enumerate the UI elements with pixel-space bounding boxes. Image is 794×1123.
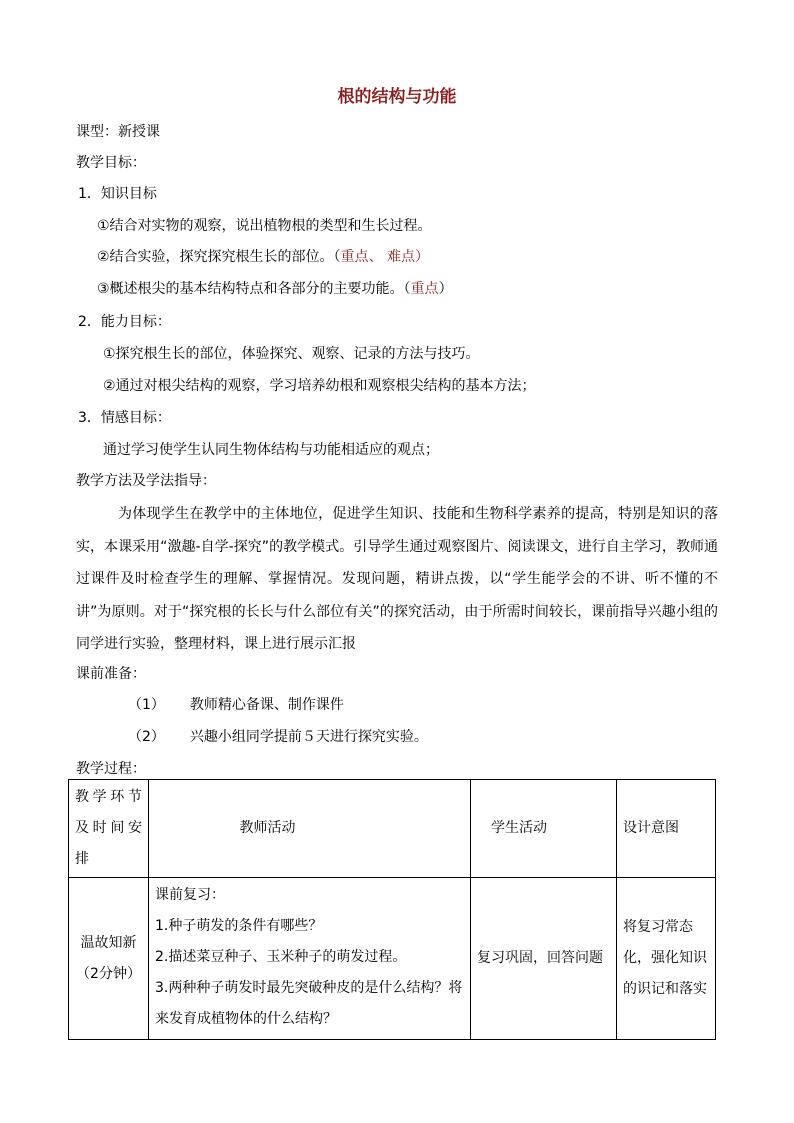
key-point-label: 重点 (340, 249, 369, 265)
knowledge-item-2 (97, 247, 429, 267)
knowledge-item-3-text: ③概述根尖的基本结构特点和各部分的主要功能。（ (97, 281, 411, 297)
course-type: 课型：新授课 (76, 124, 160, 140)
key-point-label: 重点 (410, 281, 439, 297)
methods-paragraph: 为体现学生在教学中的主体地位，促进学生知识、技能和生物科学素养的提高，特别是知识的落实，本课采用“激趣-自学-探究”的教学模式。引导学生通过观察图片、阅读课文，进行自主学习，教师通过课件及时检查学生的理解、掌握情况。发现问题，精讲点拨，以“学生能学会的不讲、听不懂的不讲”为原则。对于“探究根的长长与什么部位有关”的探究活动，由于所需时间较长，课前指导兴趣小组的同学进行实验，整理材料，课上进行展示汇报 (76, 506, 718, 652)
methods-heading: 教学方法及学法指导： (76, 473, 216, 489)
preparation-heading: 课前准备： (76, 666, 146, 682)
objectives-heading: 教学目标： (76, 155, 146, 171)
emotion-heading: 3．情感目标： (78, 410, 171, 426)
prep-text: 教师精心备课、制作课件 (189, 697, 344, 713)
prep-num: （1） (128, 697, 165, 713)
teaching-process-table (68, 779, 716, 1040)
cell-student: 复习巩固，回答问题 (471, 878, 617, 1040)
knowledge-heading: 1．知识目标 (78, 186, 157, 202)
header-teacher: 教师活动 (149, 780, 471, 878)
cell-intent: 将复习常态化，强化知识的识记和落实 (617, 878, 716, 1040)
emotion-item-1: 通过学习使学生认同生物体结构与功能相适应的观点； (103, 442, 439, 458)
page-title: 根的结构与功能 (337, 87, 457, 107)
header-stage: 教学环节及时间安排 (69, 780, 149, 878)
ability-item-1: ①探究根生长的部位，体验探究、观察、记录的方法与技巧。 (103, 346, 480, 362)
separator: 、 (368, 249, 388, 265)
teacher-line: 3.两种种子萌发时最先突破种皮的是什么结构？将来发育成植物体的什么结构？ (155, 980, 463, 1027)
process-heading: 教学过程： (76, 761, 146, 777)
table-header-row (69, 780, 716, 878)
teacher-line: 2.描述菜豆种子、玉米种子的萌发过程。 (155, 949, 407, 965)
teacher-line: 课前复习： (155, 887, 225, 903)
table-row (69, 878, 716, 1040)
prep-num: （2） (128, 729, 165, 745)
cell-stage: 温故知新（2分钟） (69, 878, 149, 1040)
close-paren: ） (415, 249, 430, 265)
close-paren: ） (438, 281, 453, 297)
knowledge-item-2-text: ②结合实验，探究探究根生长的部位。（ (97, 249, 341, 265)
preparation-item-2 (128, 727, 428, 747)
knowledge-item-1: ①结合对实物的观察，说出植物根的类型和生长过程。 (97, 218, 432, 234)
preparation-item-1 (128, 695, 344, 715)
teacher-line: 1.种子萌发的条件有哪些？ (155, 918, 323, 934)
header-student: 学生活动 (471, 780, 617, 878)
ability-heading: 2．能力目标： (78, 314, 171, 330)
header-intent: 设计意图 (617, 780, 716, 878)
cell-teacher (149, 878, 471, 1040)
ability-item-2: ②通过对根尖结构的观察，学习培养幼根和观察根尖结构的基本方法； (103, 378, 536, 394)
difficult-point-label: 难点 (387, 249, 416, 265)
prep-text: 兴趣小组同学提前５天进行探究实验。 (189, 729, 428, 745)
knowledge-item-3 (97, 279, 453, 299)
